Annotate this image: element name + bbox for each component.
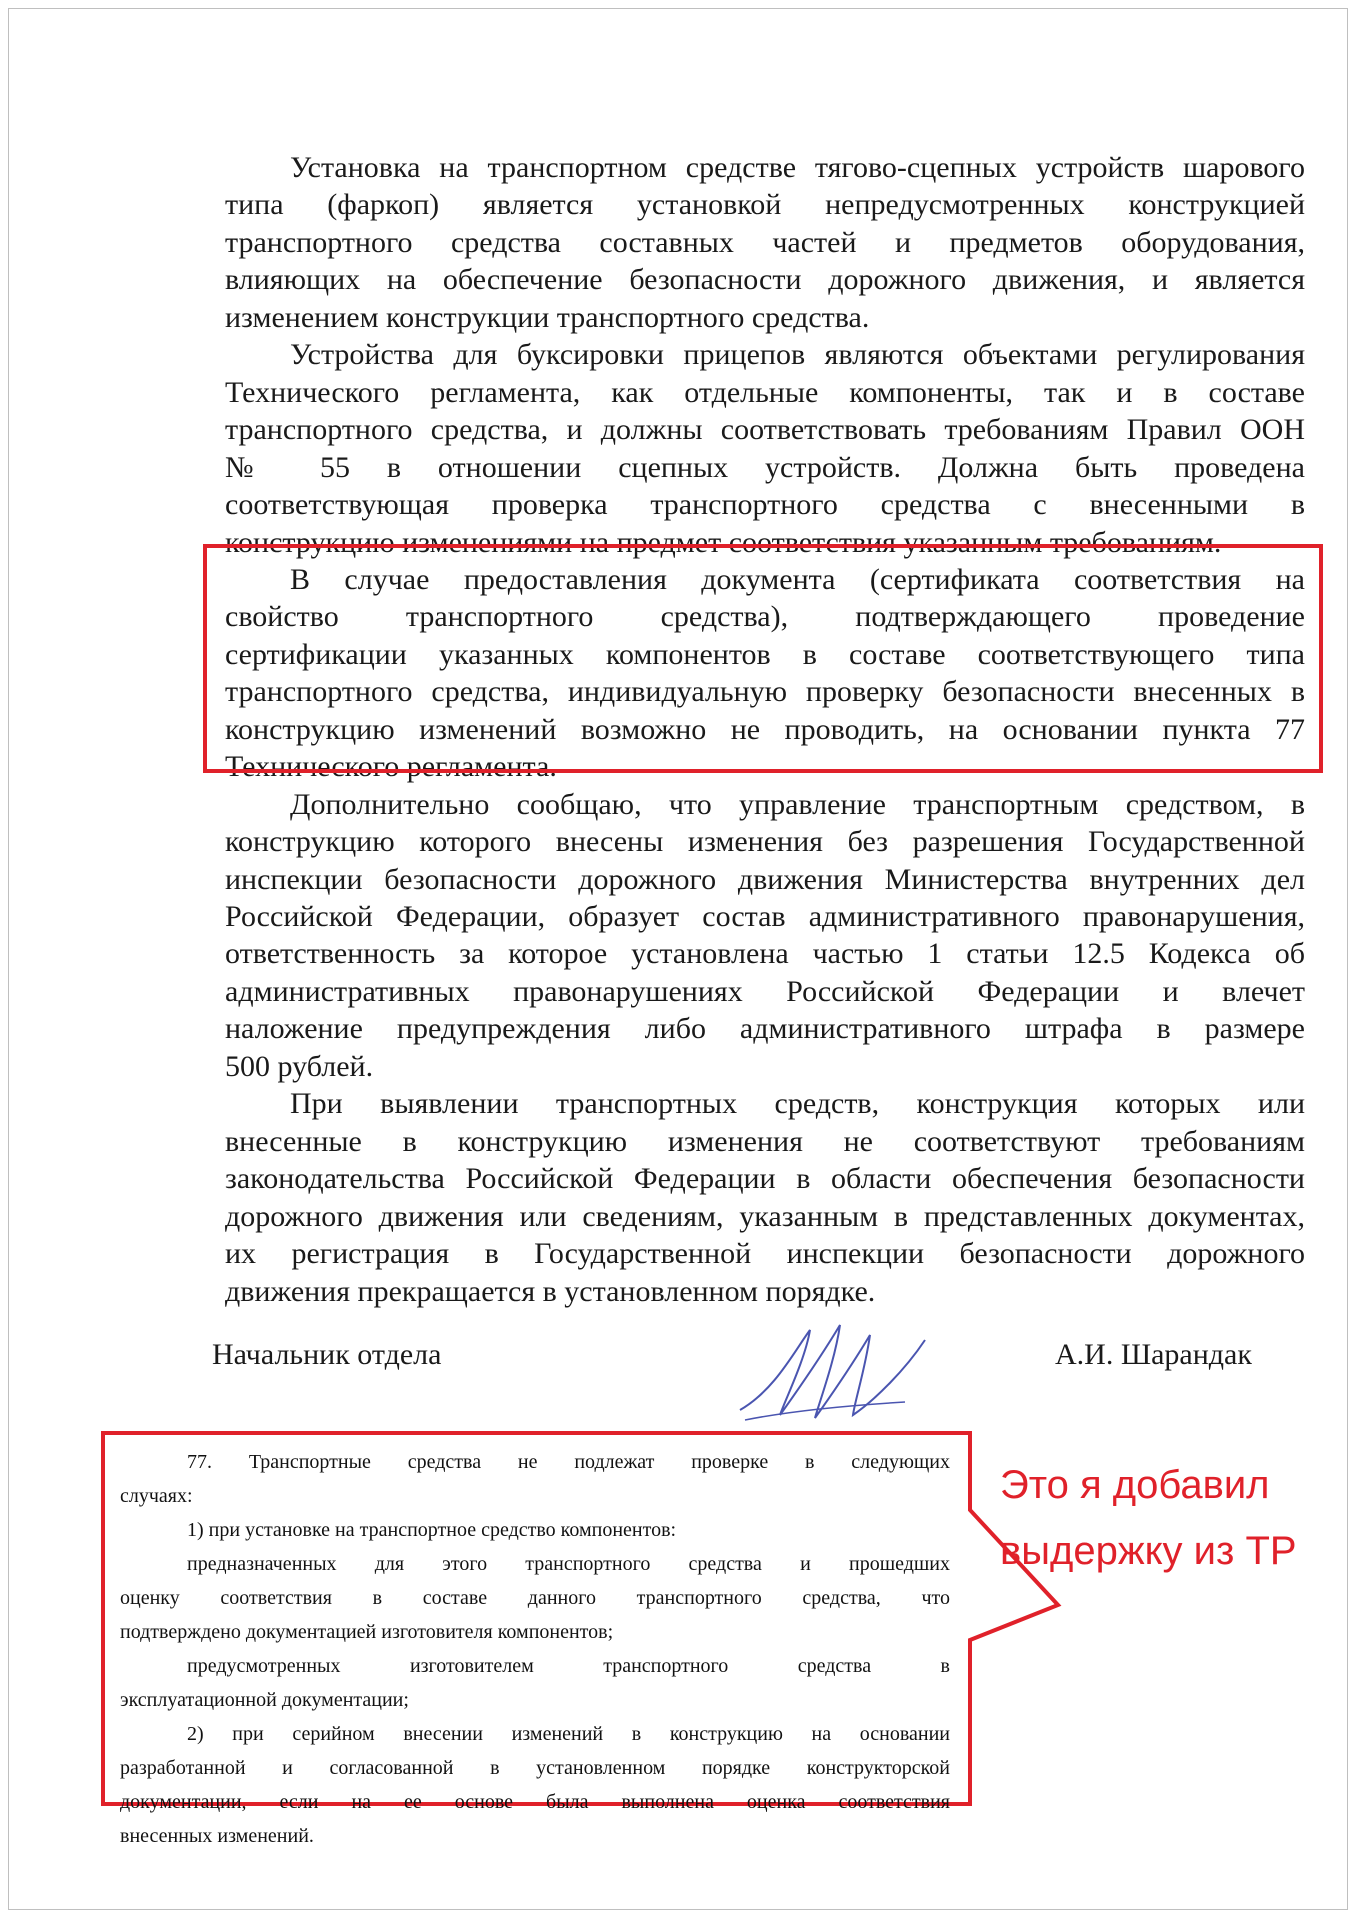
letter-line: внесенные в конструкцию изменения не соответствуют требованиям [225, 1124, 1305, 1158]
letter-line: При выявлении транспортных средств, конструкция которых или [290, 1087, 1305, 1121]
excerpt-line: 77. Транспортные средства не подлежат проверке в следующих [187, 1451, 950, 1473]
excerpt-line: внесенных изменений. [120, 1825, 314, 1847]
letter-line: типа (фаркоп) является установкой непредусмотренных конструкцией [225, 188, 1305, 222]
excerpt-line: предназначенных для этого транспортного средства и прошедших [187, 1553, 950, 1575]
letter-line: № 55 в отношении сцепных устройств. Должна быть проведена [225, 450, 1305, 484]
signatory-name: А.И. Шарандак [1055, 1338, 1252, 1371]
letter-line: соответствующая проверка транспортного средства с внесенными в [225, 488, 1305, 522]
excerpt-line: подтверждено документацией изготовителя компонентов; [120, 1621, 614, 1643]
note-line: выдержку из ТР [1000, 1529, 1297, 1573]
letter-line: Установка на транспортном средстве тягово-сцепных устройств шарового [290, 151, 1305, 184]
letter-line: Технического регламента. [225, 750, 557, 784]
letter-line: законодательства Российской Федерации в области обеспечения безопасности [225, 1162, 1305, 1196]
letter-line: их регистрация в Государственной инспекции безопасности дорожного [225, 1237, 1305, 1271]
letter-line: Дополнительно сообщаю, что управление транспортным средством, в [290, 787, 1305, 821]
letter-line: Технического регламента, как отдельные компоненты, так и в составе [225, 375, 1305, 409]
annotation-note [1000, 1452, 1297, 1584]
note-line: Это я добавил [1000, 1463, 1270, 1507]
letter-line: транспортного средства, индивидуальную проверку безопасности внесенных в [225, 675, 1305, 709]
letter-line: Устройства для буксировки прицепов являются объектами регулирования [290, 338, 1305, 372]
letter-line: В случае предоставления документа (сертификата соответствия на [290, 562, 1305, 596]
excerpt-line: предусмотренных изготовителем транспортного средства в [187, 1655, 950, 1677]
excerpt-line: 1) при установке на транспортное средство компонентов: [187, 1519, 677, 1541]
letter-line: конструкцию изменениями на предмет соответствия указанным требованиям. [225, 525, 1222, 559]
excerpt-line: эксплуатационной документации; [120, 1689, 409, 1711]
letter-line: дорожного движения или сведениям, указанным в представленных документах, [225, 1199, 1305, 1233]
excerpt-line: разработанной и согласованной в установленном порядке конструкторской [120, 1757, 950, 1779]
excerpt-line: документации, если на ее основе была выполнена оценка соответствия [120, 1791, 950, 1813]
letter-line: инспекции безопасности дорожного движения Министерства внутренних дел [225, 862, 1305, 896]
excerpt-line: случаях: [120, 1485, 193, 1507]
letter-line: конструкцию изменений возможно не проводить, на основании пункта 77 [225, 712, 1305, 746]
letter-line: влияющих на обеспечение безопасности дорожного движения, и является [225, 263, 1305, 297]
letter-line: 500 рублей. [225, 1049, 374, 1083]
letter-line: административных правонарушениях Российской Федерации и влечет [225, 974, 1305, 1008]
signatory-position: Начальник отдела [212, 1338, 442, 1371]
letter-line: сертификации указанных компонентов в составе соответствующего типа [225, 637, 1305, 671]
letter-line: ответственность за которое установлена частью 1 статьи 12.5 Кодекса об [225, 937, 1305, 971]
letter-line: движения прекращается в установленном порядке. [225, 1274, 876, 1308]
letter-line: изменением конструкции транспортного средства. [225, 300, 870, 334]
letter-line: конструкцию которого внесены изменения без разрешения Государственной [225, 825, 1305, 859]
letter-line: свойство транспортного средства), подтверждающего проведение [225, 600, 1305, 634]
letter-line: транспортного средства составных частей и предметов оборудования, [225, 225, 1305, 259]
excerpt-line: оценку соответствия в составе данного транспортного средства, что [120, 1587, 950, 1609]
letter-line: наложение предупреждения либо административного штрафа в размере [225, 1012, 1305, 1046]
letter-line: транспортного средства, и должны соответствовать требованиям Правил ООН [225, 413, 1305, 447]
excerpt-line: 2) при серийном внесении изменений в конструкцию на основании [187, 1723, 950, 1745]
letter-line: Российской Федерации, образует состав административного правонарушения, [225, 900, 1305, 933]
